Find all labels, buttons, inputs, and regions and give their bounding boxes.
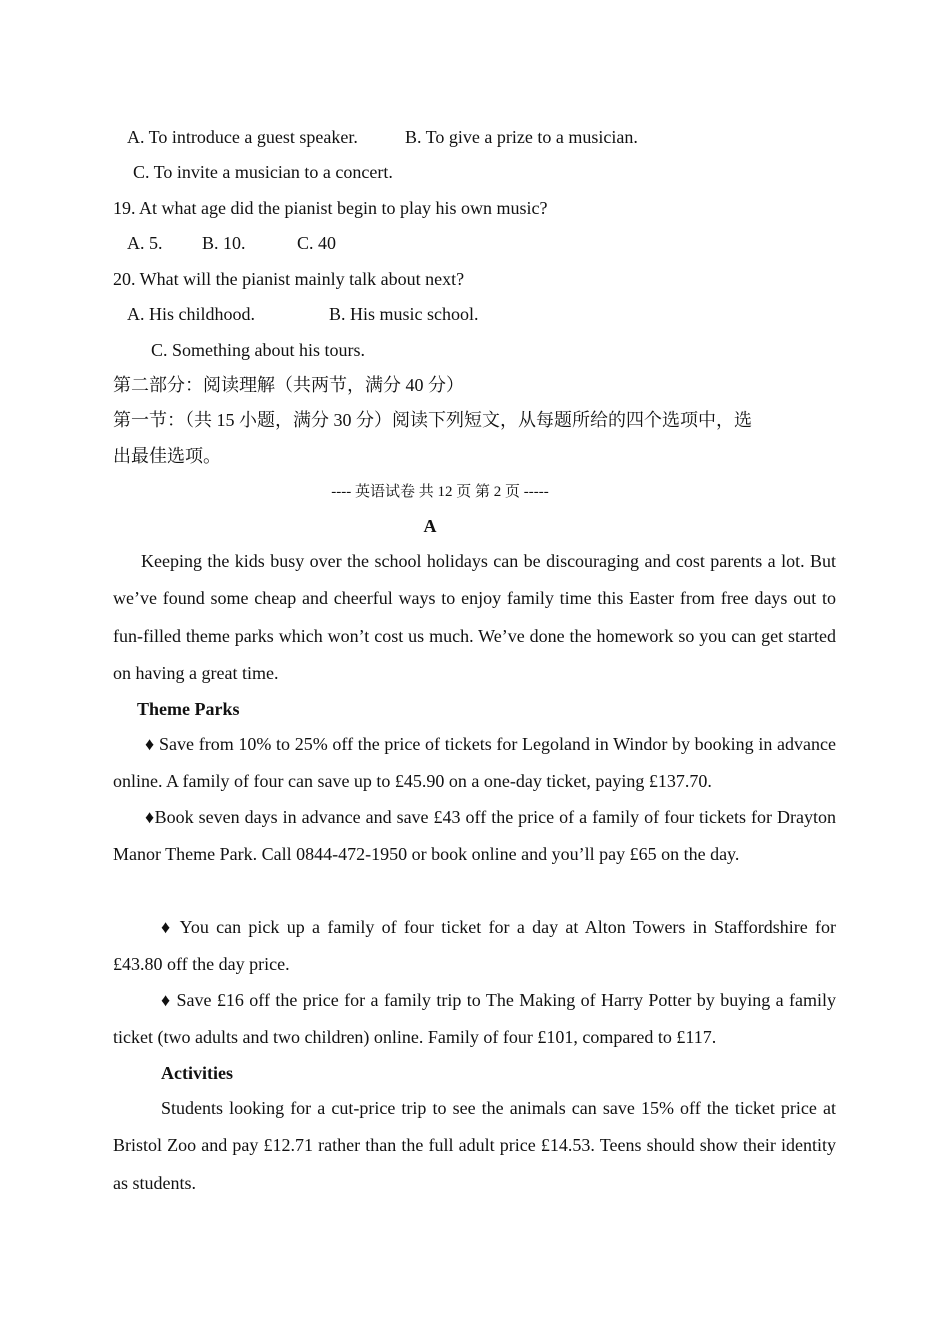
q19-option-b: B. 10. <box>202 233 246 253</box>
theme-parks-heading: Theme Parks <box>137 699 240 719</box>
q20-option-c: C. Something about his tours. <box>151 340 366 360</box>
theme-park-item-harry-potter: ♦ Save £16 off the price for a family trip to The Making of Harry Potter by buying a family ticket (two adults and two children) online. Family of four £101, compared to £117. <box>113 990 836 1048</box>
q20-option-b: B. His music school. <box>329 304 479 324</box>
passage-intro: Keeping the kids busy over the school holidays can be discouraging and cost parents a lot. But we’ve found some cheap and cheerful ways to enjoy family time this Easter from free days out to fun-filled theme parks which won’t cost us much. We’ve done the homework so you can get started on having a great time. <box>113 551 836 683</box>
q19-option-a: A. 5. <box>127 233 163 253</box>
q18-option-a: A. To introduce a guest speaker. <box>127 127 358 147</box>
q19-question: 19. At what age did the pianist begin to play his own music? <box>113 198 548 218</box>
part2-heading: 第二部分：阅读理解（共两节，满分 40 分） <box>113 375 464 395</box>
q19-option-c: C. 40 <box>297 233 337 253</box>
q18-option-c: C. To invite a musician to a concert. <box>133 162 393 182</box>
theme-park-item-alton-towers: ♦ You can pick up a family of four ticket for a day at Alton Towers in Staffordshire for £43.80 off the day price. <box>113 917 836 975</box>
q20-question: 20. What will the pianist mainly talk about next? <box>113 269 465 289</box>
theme-park-item-drayton-manor: ♦Book seven days in advance and save £43 off the price of a family of four tickets for Drayton Manor Theme Park. Call 0844-472-1950 or book online and you’ll pay £65 on the day. <box>113 807 836 865</box>
section1-instruction-line1: 第一节：（共 15 小题，满分 30 分）阅读下列短文，从每题所给的四个选项中，选 <box>113 410 752 430</box>
q18-option-b: B. To give a prize to a musician. <box>405 127 638 147</box>
section1-instruction-line2: 出最佳选项。 <box>113 446 221 466</box>
q20-option-a: A. His childhood. <box>127 304 255 324</box>
page-footer: ---- 英语试卷 共 12 页 第 2 页 ----- <box>331 484 549 500</box>
activities-text: Students looking for a cut-price trip to see the animals can save 15% off the ticket price at Bristol Zoo and pay £12.71 rather than the full adult price £14.53. Teens should show their identity as students. <box>113 1098 836 1193</box>
passage-title: A <box>423 516 437 536</box>
theme-park-item-legoland: ♦ Save from 10% to 25% off the price of tickets for Legoland in Windor by booking in advance online. A family of four can save up to £45.90 on a one-day ticket, paying £137.70. <box>113 734 836 792</box>
activities-heading: Activities <box>161 1063 233 1083</box>
